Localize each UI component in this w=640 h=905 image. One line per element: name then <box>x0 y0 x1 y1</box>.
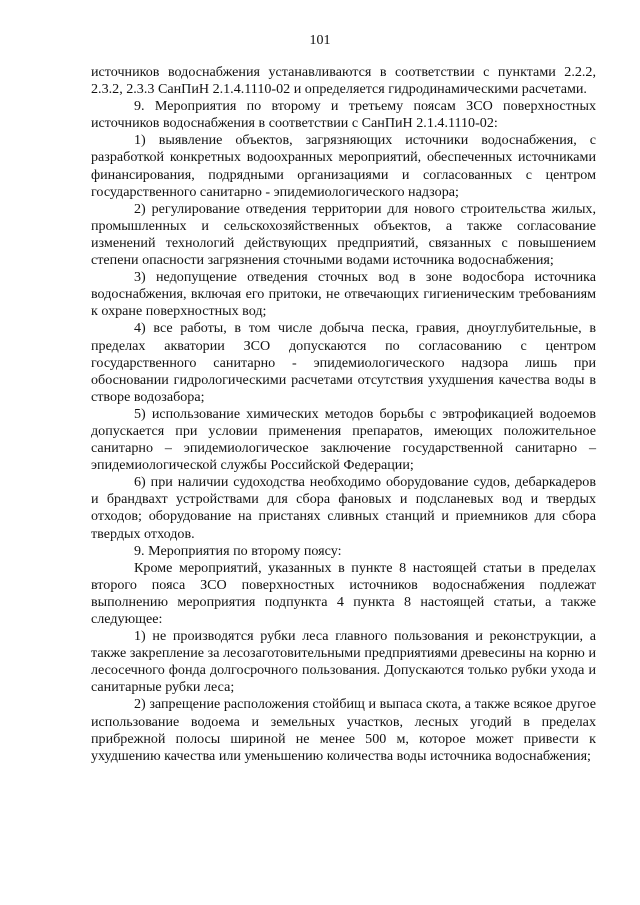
page-number: 101 <box>309 33 331 48</box>
document-body <box>91 64 596 765</box>
paragraph-zone-2-intro: Кроме мероприятий, указанных в пункте 8 настоящей статьи в пределах второго пояса ЗСО поверхностных источников водоснабжения подлежат выполнению мероприятия подпункта 4 пункта 8 настоящей статьи, а также следующее: <box>91 559 596 627</box>
paragraph-zone-2-item-1: 1) не производятся рубки леса главного пользования и реконструкции, а также закрепление за лесозаготовительными предприятиями древесины на корню и лесосечного фонда долгосрочного пользования. Допускаются только рубки ухода и санитарные рубки леса; <box>91 628 596 696</box>
paragraph-section-9-zone-2: 9. Мероприятия по второму поясу: <box>134 542 342 559</box>
paragraph-zone-2-item-2: 2) запрещение расположения стойбищ и выпаса скота, а также всякое другое использование водоема и земельных участков, лесных угодий в пределах прибрежной полосы шириной не менее 500 м, которое может привести к ухудшению качества или уменьшению количества воды источника водоснабжения; <box>91 696 596 764</box>
paragraph-section-9-zones-2-3: 9. Мероприятия по второму и третьему поясам ЗСО поверхностных источников водоснабжения в соответствии с СанПиН 2.1.4.1110-02: <box>91 98 596 132</box>
paragraph-item-6: 6) при наличии судоходства необходимо оборудование судов, дебаркадеров и брандвахт устройствами для сбора фановых и подсланевых вод и твердых отходов; оборудование на пристанях сливных станций и приемников для сбора твердых отходов. <box>91 474 596 542</box>
paragraph-item-1: 1) выявление объектов, загрязняющих источники водоснабжения, с разработкой конкретных водоохранных мероприятий, обеспеченных источниками финансирования, подрядными организациями и согласованных с центром государственного санитарно - эпидемиологического надзора; <box>91 132 596 200</box>
paragraph-item-4: 4) все работы, в том числе добыча песка, гравия, дноуглубительные, в пределах акватории ЗСО допускаются по согласованию с центром государственного санитарно - эпидемиологического надзора лишь при обосновании гидрологическими расчетами отсутствия ухудшения качества воды в створе водозабора; <box>91 320 596 405</box>
paragraph-item-3: 3) недопущение отведения сточных вод в зоне водосбора источника водоснабжения, включая его притоки, не отвечающих гигиеническим требованиям к охране поверхностных вод; <box>91 269 596 320</box>
paragraph-item-5: 5) использование химических методов борьбы с эвтрофикацией водоемов допускается при условии применения препаратов, имеющих положительное санитарно – эпидемиологическое заключение государственной санитарно – эпидемиологической службы Российской Федерации; <box>91 405 596 474</box>
paragraph-continuation: источников водоснабжения устанавливаются в соответствии с пунктами 2.2.2, 2.3.2, 2.3.3 СанПиН 2.1.4.1110-02 и определяется гидродинамическими расчетами. <box>91 64 596 98</box>
paragraph-item-2: 2) регулирование отведения территории для нового строительства жилых, промышленных и сельскохозяйственных объектов, а также согласование изменений технологий действующих предприятий, связанных с повышением степени опасности загрязнения сточными водами источника водоснабжения; <box>91 200 596 269</box>
